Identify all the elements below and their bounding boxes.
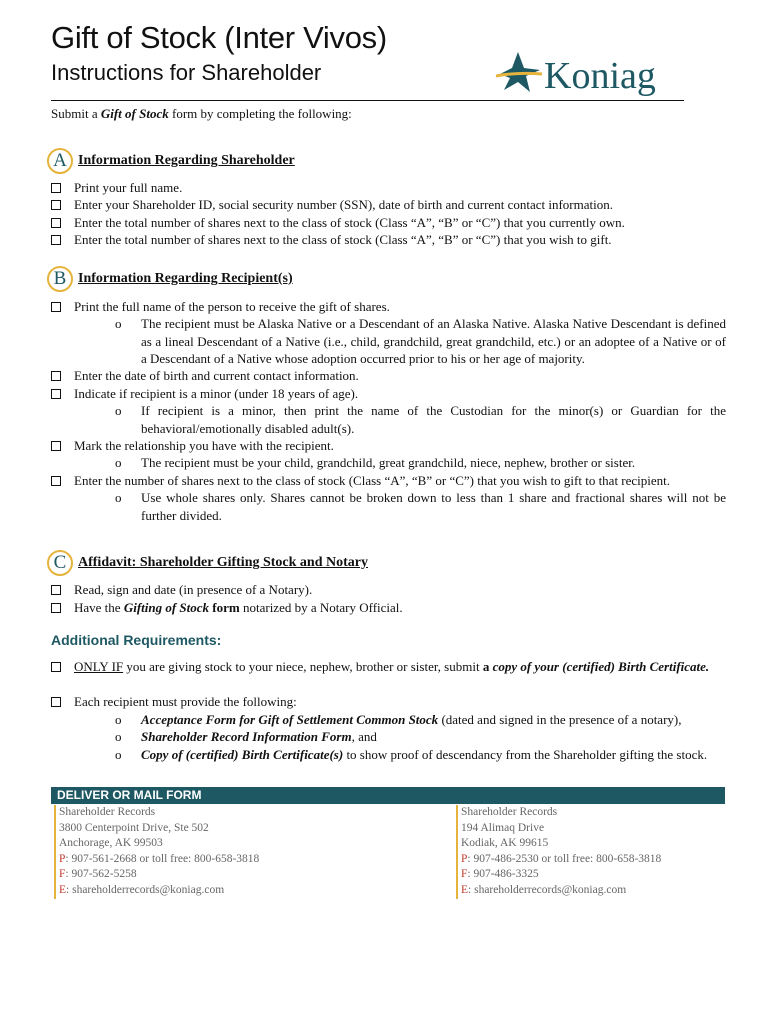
checkbox-icon — [51, 585, 61, 595]
header-divider — [51, 100, 684, 101]
checkbox-icon — [51, 371, 61, 381]
list-item: Each recipient must provide the following: — [51, 693, 726, 711]
logo-text: Koniag — [544, 55, 656, 97]
list-item: Have the Gifting of Stock form notarized by a Notary Official. — [51, 599, 726, 617]
list-item: Enter the total number of shares next to the class of stock (Class “A”, “B” or “C”) that you wish to gift. — [51, 231, 726, 249]
deliver-title: DELIVER OR MAIL FORM — [57, 788, 202, 802]
list-item: Mark the relationship you have with the recipient. — [51, 437, 726, 455]
checkbox-icon — [51, 476, 61, 486]
sub-list-item: o Use whole shares only. Shares cannot be broken down to less than 1 share and fractional shares will not be further divided. — [115, 490, 726, 523]
checkbox-icon — [51, 441, 61, 451]
checkbox-icon — [51, 302, 61, 312]
list-item: Enter the date of birth and current contact information. — [51, 367, 726, 385]
anchorage-email-link[interactable]: : shareholderrecords@koniag.com — [66, 883, 225, 896]
list-item: ONLY IF you are giving stock to your niece, nephew, brother or sister, submit a copy of your (certified) Birth Certificate. — [51, 658, 726, 676]
checkbox-icon — [51, 662, 61, 672]
checkbox-icon — [51, 200, 61, 210]
section-b-heading — [47, 266, 293, 292]
deliver-banner — [51, 787, 725, 804]
section-letter-a: A — [47, 148, 73, 174]
list-item: Print the full name of the person to receive the gift of shares. — [51, 298, 726, 316]
sub-list-item: o The recipient must be Alaska Native or a Descendant of an Alaska Native. Alaska Native Descendant is defined as a lineal Descendant of a Native (i.e., child, grandchild, great grandchild, etc.) or an adoptee of a Native or of a Descendant of a Native whose adoption occurred prior to his or her age of majority. — [115, 316, 726, 366]
kodiak-address: Shareholder Records 194 Alimaq Drive Kodiak, AK 99615 P: 907-486-2530 or toll free: 800-658-3818 F: 907-486-3325 E: shareholderrecords@koniag.com — [456, 805, 721, 899]
sub-list-item: o Shareholder Record Information Form, and — [115, 729, 377, 744]
section-b-label: Information Regarding Recipient(s) — [78, 271, 293, 286]
sub-list-item: o Copy of (certified) Birth Certificate(s) to show proof of descendancy from the Shareholder gifting the stock. — [115, 747, 708, 762]
section-letter-c: C — [47, 550, 73, 576]
intro-text: Submit a Gift of Stock form by completing the following: — [51, 106, 352, 121]
checkbox-icon — [51, 389, 61, 399]
sub-list-item: o The recipient must be your child, grandchild, great grandchild, niece, nephew, brother or sister. — [115, 455, 636, 470]
checkbox-icon — [51, 697, 61, 707]
koniag-logo — [490, 50, 690, 100]
list-item: Print your full name. — [51, 179, 726, 197]
kodiak-email-link[interactable]: : shareholderrecords@koniag.com — [468, 883, 627, 896]
page-subtitle: Instructions for Shareholder — [51, 60, 322, 85]
page-title: Gift of Stock (Inter Vivos) — [51, 20, 387, 55]
sub-list-item: o If recipient is a minor, then print the name of the Custodian for the minor(s) or Guardian for the behavioral/emotionally disabled adult(s). — [115, 403, 726, 436]
list-item: Indicate if recipient is a minor (under 18 years of age). — [51, 385, 726, 403]
additional-requirements-heading: Additional Requirements: — [51, 632, 222, 648]
list-item: Enter the number of shares next to the class of stock (Class “A”, “B” or “C”) that you wish to gift to that recipient. — [51, 472, 726, 490]
section-a-label: Information Regarding Shareholder — [78, 153, 295, 168]
section-letter-b: B — [47, 266, 73, 292]
checkbox-icon — [51, 183, 61, 193]
section-a-heading — [47, 148, 295, 174]
checkbox-icon — [51, 235, 61, 245]
list-item: Read, sign and date (in presence of a Notary). — [51, 581, 726, 599]
section-c-label: Affidavit: Shareholder Gifting Stock and Notary — [78, 555, 368, 570]
checkbox-icon — [51, 603, 61, 613]
checkbox-icon — [51, 218, 61, 228]
anchorage-address: Shareholder Records 3800 Centerpoint Drive, Ste 502 Anchorage, AK 99503 P: 907-561-2668 or toll free: 800-658-3818 F: 907-562-5258 E: shareholderrecords@koniag.com — [54, 805, 319, 899]
section-c-heading — [47, 550, 368, 576]
list-item: Enter your Shareholder ID, social security number (SSN), date of birth and current contact information. — [51, 196, 726, 214]
list-item: Enter the total number of shares next to the class of stock (Class “A”, “B” or “C”) that you currently own. — [51, 214, 726, 232]
sub-list-item: o Acceptance Form for Gift of Settlement Common Stock (dated and signed in the presence of a notary), — [115, 712, 682, 727]
